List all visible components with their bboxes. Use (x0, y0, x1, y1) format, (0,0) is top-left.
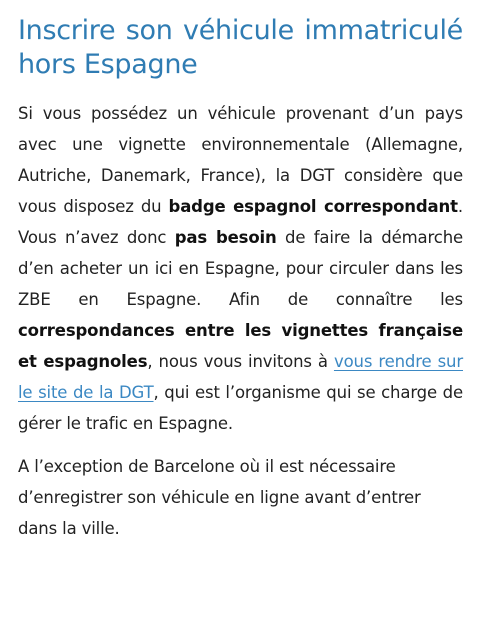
bold-correspondances: correspondances entre les vignettes française et espagnoles (18, 321, 463, 371)
article (18, 14, 463, 556)
paragraph-text-2: . Vous n’avez donc (18, 197, 463, 247)
dgt-site-link[interactable]: vous rendre sur le site de la DGT (18, 352, 463, 402)
paragraph-text-5: , qui est l’organisme qui se charge de gérer le trafic en Espagne. (18, 383, 463, 433)
paragraph-text-4: , nous vous invitons à (147, 352, 334, 371)
bold-badge-espagnol: badge espagnol correspondant (168, 197, 458, 216)
paragraph-text-1: Si vous possédez un véhicule provenant d’un pays avec une vignette environnementale (Allemagne, Autriche, Danemark, France), la DGT considère que vous disposez du (18, 104, 463, 216)
paragraph-text-3: de faire la démarche d’en acheter un ici en Espagne, pour circuler dans les ZBE en Espagne. Afin de connaître les (18, 228, 463, 309)
article-title: Inscrire son véhicule immatriculé hors Espagne (18, 15, 463, 80)
paragraph-vignette-info (18, 98, 463, 439)
paragraph-barcelona-exception: A l’exception de Barcelone où il est nécessaire d’enregistrer son véhicule en ligne avant d’entrer dans la ville. (18, 457, 421, 538)
bold-pas-besoin: pas besoin (174, 228, 277, 247)
